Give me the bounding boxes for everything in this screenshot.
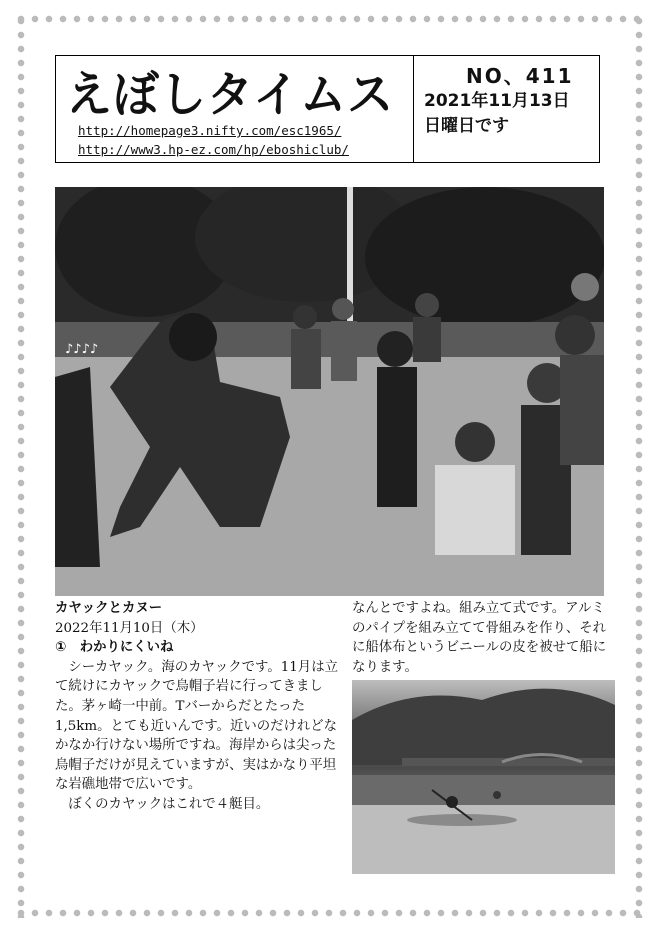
article-date: 2022年11月10日（木） <box>55 620 204 636</box>
issue-number: NO、411 <box>466 64 574 88</box>
article-subhead: ① わかりにくいね <box>55 640 174 656</box>
decorative-border-right <box>632 14 646 918</box>
article-column-right <box>352 599 617 677</box>
homepage-link-nifty[interactable]: http://homepage3.nifty.com/esc1965/ <box>78 123 342 138</box>
masthead-title-box <box>56 56 414 162</box>
decorative-border-bottom <box>14 906 646 920</box>
article-paragraph-2: ぼくのカヤックはこれで４艇目。 <box>68 796 270 812</box>
masthead <box>55 55 600 163</box>
decorative-border-top <box>14 12 646 26</box>
masthead-issue-box <box>414 56 599 162</box>
issue-date: 2021年11月13日 <box>424 91 570 111</box>
article-paragraph-1: シーカヤック。海のカヤックです。11月は立て続けにカヤックで烏帽子岩に行ってきました。茅ヶ崎一中前。Tバーからだとたった 1,5km。とても近いんです。近いのだけれどなかなか行けない場所ですね。海岸からは尖った烏帽子だけが見えていますが、実はかなり平坦な岩礁地帯で広いです。 <box>55 659 338 793</box>
homepage-link-hp-ez[interactable]: http://www3.hp-ez.com/hp/eboshiclub/ <box>78 142 349 157</box>
decorative-border-left <box>14 14 28 918</box>
newsletter-title: えぼしタイムス <box>66 65 395 123</box>
field-sign-text: ♪♪♪♪ <box>65 342 99 357</box>
main-photo-field-exercise <box>55 187 604 596</box>
article-paragraph-3: なんとですよね。組み立て式です。アルミのパイプを組み立てて骨組みを作り、それに船体布というビニールの皮を被せて船になります。 <box>352 601 607 675</box>
article-title: カヤックとカヌー <box>55 601 163 616</box>
issue-day: 日曜日です <box>424 116 509 136</box>
article-column-left <box>55 599 340 815</box>
kayak-photo <box>352 680 615 874</box>
